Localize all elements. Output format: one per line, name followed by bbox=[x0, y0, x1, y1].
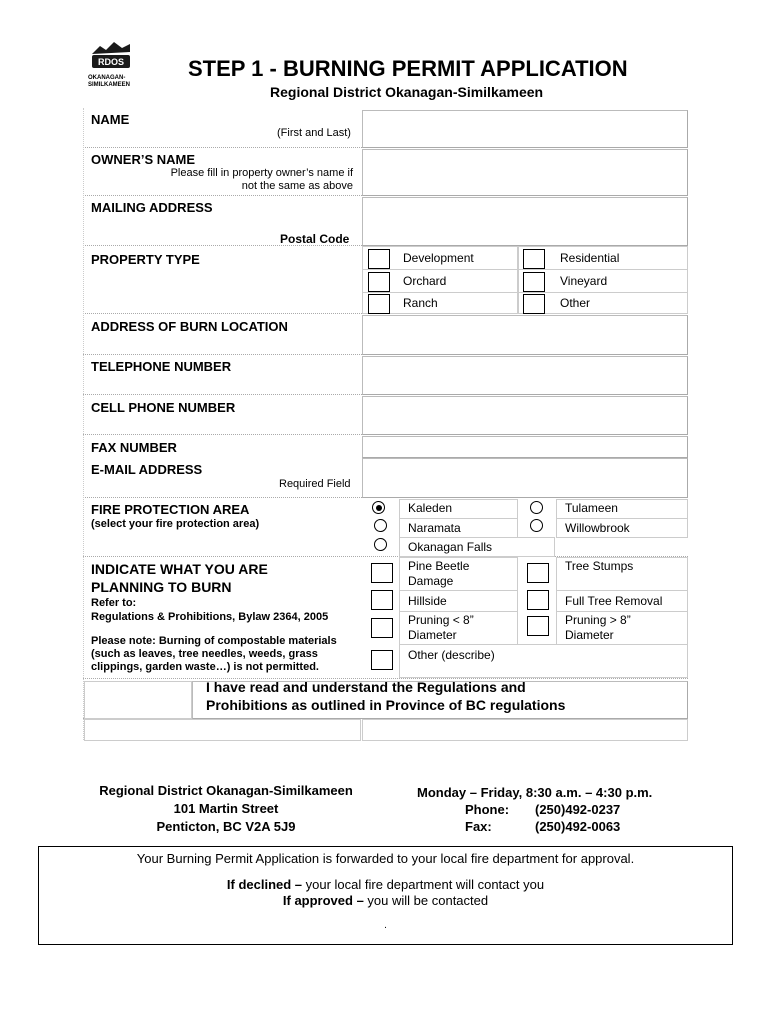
initial-input[interactable] bbox=[84, 681, 192, 719]
property-type-label: PROPERTY TYPE bbox=[91, 252, 200, 267]
name-input[interactable] bbox=[362, 110, 688, 148]
notice-approved: If approved – you will be contacted bbox=[282, 893, 489, 908]
option-ranch: Ranch bbox=[403, 296, 438, 310]
burn-type-heading: INDICATE WHAT YOU ARE PLANNING TO BURN bbox=[91, 561, 268, 595]
fax-label: FAX NUMBER bbox=[91, 440, 177, 455]
option-other-burn: Other (describe) bbox=[408, 648, 495, 662]
option-tree-stumps: Tree Stumps bbox=[565, 559, 634, 573]
option-other-property: Other bbox=[560, 296, 591, 310]
email-hint: Required Field bbox=[279, 478, 351, 490]
fire-area-hint: (select your fire protection area) bbox=[91, 518, 260, 530]
email-input[interactable] bbox=[362, 458, 688, 498]
radio-tulameen[interactable] bbox=[530, 501, 543, 514]
fax-input[interactable] bbox=[362, 436, 688, 458]
owner-hint: Please fill in property owner’s name if not the same as above bbox=[170, 167, 353, 192]
radio-naramata[interactable] bbox=[374, 519, 387, 532]
option-vineyard: Vineyard bbox=[560, 274, 608, 288]
acknowledgement-text: I have read and understand the Regulations and Prohibitions as outlined in Province of BC regulations bbox=[206, 679, 566, 713]
option-pruning-under-8: Pruning < 8” Diameter bbox=[408, 613, 474, 642]
notice-declined: If declined – your local fire department will contact you bbox=[226, 877, 545, 892]
footer-contact: Monday – Friday, 8:30 a.m. – 4:30 p.m. Phone: (250)492-0237 Fax: (250)492-0063 bbox=[417, 785, 653, 834]
blank-row-right bbox=[362, 719, 688, 741]
checkbox-orchard[interactable] bbox=[368, 272, 390, 292]
option-tulameen: Tulameen bbox=[565, 501, 618, 515]
mountain-icon bbox=[88, 40, 134, 68]
option-residential: Residential bbox=[560, 251, 620, 265]
radio-okanagan-falls[interactable] bbox=[374, 538, 387, 551]
checkbox-development[interactable] bbox=[368, 249, 390, 269]
page-subtitle: Regional District Okanagan-Similkameen bbox=[270, 84, 544, 100]
cell-phone-input[interactable] bbox=[362, 396, 688, 435]
checkbox-pine-beetle[interactable] bbox=[371, 563, 393, 583]
option-development: Development bbox=[403, 251, 474, 265]
option-willowbrook: Willowbrook bbox=[565, 521, 630, 535]
telephone-label: TELEPHONE NUMBER bbox=[91, 359, 232, 374]
fire-area-label: FIRE PROTECTION AREA bbox=[91, 502, 250, 517]
option-pine-beetle: Pine Beetle Damage bbox=[408, 559, 470, 588]
option-naramata: Naramata bbox=[408, 521, 461, 535]
checkbox-vineyard[interactable] bbox=[523, 272, 545, 292]
option-full-tree: Full Tree Removal bbox=[565, 594, 663, 608]
burn-location-input[interactable] bbox=[362, 315, 688, 355]
footer-address: Regional District Okanagan-Similkameen 101 Martin Street Penticton, BC V2A 5J9 bbox=[99, 783, 353, 834]
postal-code-label: Postal Code bbox=[280, 232, 350, 246]
burn-location-label: ADDRESS OF BURN LOCATION bbox=[91, 319, 288, 334]
checkbox-full-tree[interactable] bbox=[527, 590, 549, 610]
option-hillside: Hillside bbox=[408, 594, 447, 608]
email-label: E-MAIL ADDRESS bbox=[91, 462, 203, 477]
checkbox-hillside[interactable] bbox=[371, 590, 393, 610]
cell-phone-label: CELL PHONE NUMBER bbox=[91, 400, 236, 415]
checkbox-pruning-over-8[interactable] bbox=[527, 616, 549, 636]
compost-note: Please note: Burning of compostable materials (such as leaves, tree needles, weeds, grass clippings, garden waste…) is not permitted. bbox=[91, 635, 337, 673]
page-title: STEP 1 - BURNING PERMIT APPLICATION bbox=[188, 56, 628, 81]
refer-text: Refer to: Regulations & Prohibitions, Bylaw 2364, 2005 bbox=[91, 597, 329, 623]
owner-label: OWNER’S NAME bbox=[91, 152, 195, 167]
checkbox-ranch[interactable] bbox=[368, 294, 390, 314]
notice-line-1: Your Burning Permit Application is forwarded to your local fire department for approval. bbox=[136, 851, 635, 866]
notice-box bbox=[38, 846, 733, 945]
owner-input[interactable] bbox=[362, 149, 688, 196]
mailing-input[interactable] bbox=[362, 197, 688, 246]
telephone-input[interactable] bbox=[362, 356, 688, 395]
option-okanagan-falls: Okanagan Falls bbox=[408, 540, 493, 554]
option-pruning-over-8: Pruning > 8” Diameter bbox=[565, 613, 631, 642]
blank-row-left bbox=[84, 719, 361, 741]
logo-name: OKANAGAN- SIMILKAMEEN bbox=[88, 75, 130, 88]
checkbox-other-burn[interactable] bbox=[371, 650, 393, 670]
radio-kaleden[interactable] bbox=[372, 501, 385, 514]
radio-willowbrook[interactable] bbox=[530, 519, 543, 532]
option-kaleden: Kaleden bbox=[408, 501, 453, 515]
checkbox-residential[interactable] bbox=[523, 249, 545, 269]
name-label: NAME bbox=[91, 112, 130, 127]
rdos-logo bbox=[88, 40, 134, 96]
checkbox-pruning-under-8[interactable] bbox=[371, 618, 393, 638]
mailing-label: MAILING ADDRESS bbox=[91, 200, 213, 215]
svg-text:RDOS: RDOS bbox=[97, 57, 125, 67]
checkbox-tree-stumps[interactable] bbox=[527, 563, 549, 583]
name-hint: (First and Last) bbox=[277, 127, 351, 139]
notice-dot: . bbox=[384, 920, 387, 931]
option-orchard: Orchard bbox=[403, 274, 447, 288]
checkbox-other-property[interactable] bbox=[523, 294, 545, 314]
